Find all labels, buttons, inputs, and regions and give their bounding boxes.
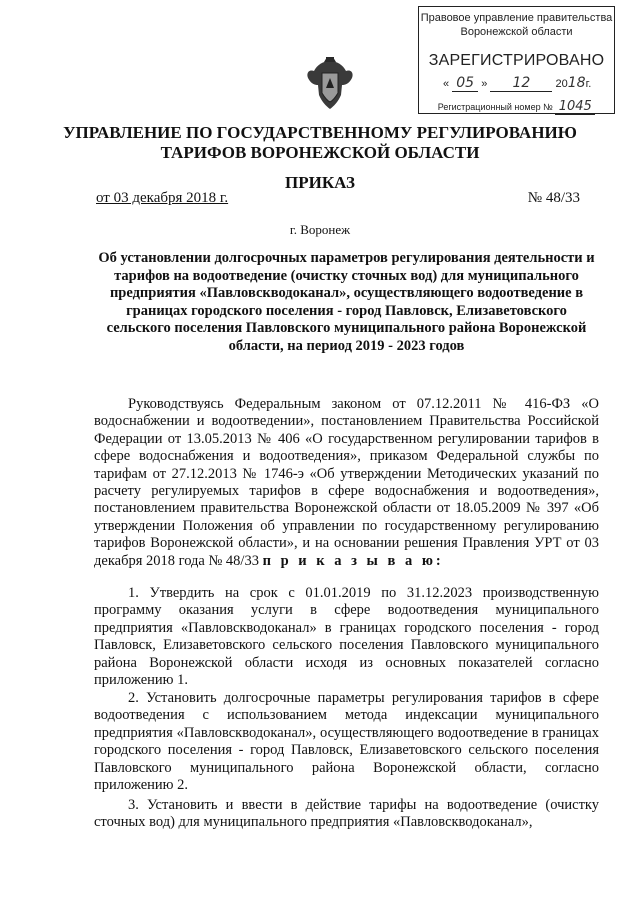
department-heading-line1: УПРАВЛЕНИЕ ПО ГОСУДАРСТВЕННОМУ РЕГУЛИРОВАНИЮ: [63, 123, 577, 142]
stamp-reg-number-label: Регистрационный номер №: [437, 102, 553, 112]
stamp-date-day: 05: [452, 75, 478, 92]
stamp-registered-label: ЗАРЕГИСТРИРОВАНО: [428, 52, 605, 69]
order-item-2: [94, 690, 599, 794]
stamp-authority: [419, 11, 614, 39]
preamble-text: Руководствуясь Федеральным законом от 07.12.2011 № 416-ФЗ «О водоснабжении и водоотведении», постановлением Правительства Российской Федерации от 13.05.2013 № 406 «О государственном регулировании тарифов в сфере водоснабжения и водоотведения», приказом Федеральной службы по тарифам от 27.12.2013 № 1746-э «Об утверждении Методических указаний по расчету регулируемых тарифов в сфере водоснабжения и водоотведения», постановлением правительства Воронежской области от 18.05.2009 № 397 «Об утверждении Положения об управлении по государственному регулированию тарифов Воронежской области», и на основании решения Правления УРТ от 03 декабря 2018 года № 48/33: [94, 396, 599, 569]
item-3-text: 3. Установить и ввести в действие тарифы на водоотведение (очистку сточных вод) для муниципального предприятия «Павловскводоканал»,: [94, 797, 599, 831]
stamp-date-open-quote: «: [443, 78, 450, 90]
order-preamble: [94, 396, 599, 570]
order-item-1: [94, 585, 599, 689]
stamp-date: [443, 75, 603, 92]
department-heading-line2: ТАРИФОВ ВОРОНЕЖСКОЙ ОБЛАСТИ: [160, 143, 480, 162]
stamp-authority-line2: Воронежской области: [460, 26, 573, 38]
registration-stamp: [418, 6, 615, 114]
order-number: № 48/33: [527, 190, 580, 206]
stamp-date-close-quote: »: [481, 78, 488, 90]
order-item-3: [94, 797, 599, 832]
coat-of-arms-icon: [305, 55, 355, 111]
item-1-text: 1. Утвердить на срок с 01.01.2019 по 31.12.2023 производственную программу оказания услуги в сфере водоотведения муниципального предприятия «Павловскводоканал» в границах городского поселения - город Павловск, Елизаветовского сельского поселения Павловского муниципального района Воронежской области исходя из основных показателей согласно приложению 1.: [94, 585, 599, 689]
stamp-date-g: г.: [585, 78, 592, 90]
department-heading: [0, 123, 640, 163]
order-word: п р и к а з ы в а ю:: [262, 552, 444, 569]
stamp-authority-line1: Правовое управление правительства: [420, 12, 613, 24]
order-subject: Об установлении долгосрочных параметров регулирования деятельности и тарифов на водоотведение (очистку сточных вод) для муниципального предприятия «Павловскводоканал», осуществляющего водоотведение в границах городского поселения - город Павловск, Елизаветовского сельского поселения Павловского муниципального района Воронежской области, на период 2019 - 2023 годов: [98, 250, 595, 354]
stamp-date-year-prefix: 20: [555, 78, 568, 90]
stamp-reg-number-line: [419, 99, 614, 115]
stamp-date-month: 12: [490, 75, 552, 92]
stamp-reg-number: 1045: [555, 99, 595, 115]
order-date: от 03 декабря 2018 г.: [96, 190, 229, 206]
order-title: ПРИКАЗ: [285, 173, 355, 192]
item-2-text: 2. Установить долгосрочные параметры регулирования тарифов в сфере водоотведения с использованием метода индексации муниципального предприятия «Павловскводоканал», осуществляющего водоотведение в границах городского поселения - город Павловск, Елизаветовского сельского поселения Павловского муниципального района Воронежской области, согласно приложению 2.: [94, 690, 599, 794]
stamp-date-year-suffix: 18: [567, 75, 586, 91]
order-city: г. Воронеж: [289, 222, 351, 237]
